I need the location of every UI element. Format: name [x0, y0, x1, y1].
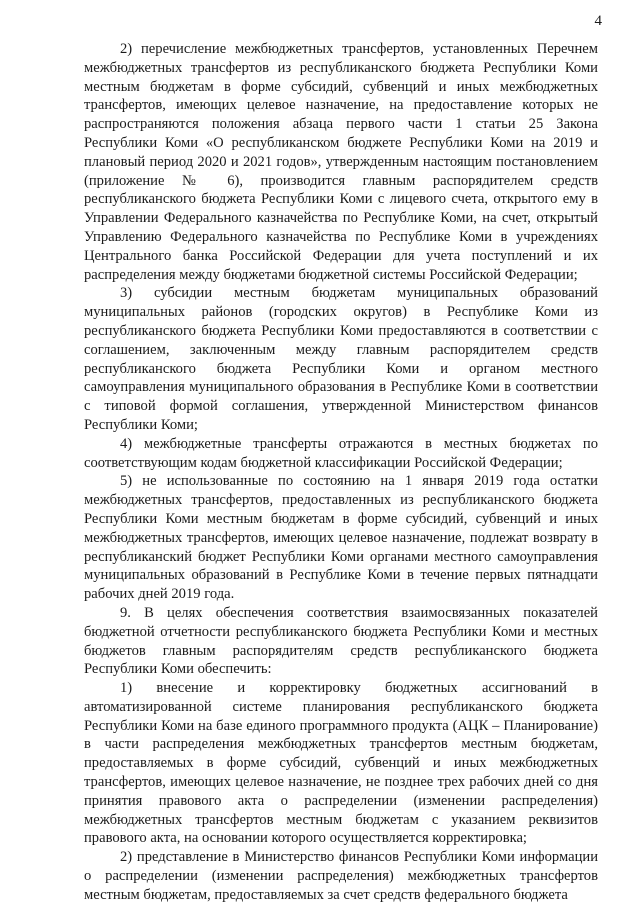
page-number: 4 — [594, 13, 602, 29]
paragraph-section-9-item-2: 2) представление в Министерство финансов Республики Коми информации о распределении (изменении распределения) межбюджетных трансфертов местным бюджетам, предоставляемых за счет средств федерального бюджета — [84, 849, 598, 903]
paragraph-item-3-subsidies: 3) субсидии местным бюджетам муниципальных образований муниципальных районов (городских округов) в Республике Коми из республиканского бюджета Республики Коми предоставляются в соответствии с соглашением, заключенным между главным распорядителем средств республиканского бюджета Республики Коми и органом местного самоуправления муниципального образования в Республике Коми в соответствии с типовой формой соглашения, утвержденной Министерством финансов Республики Коми; — [84, 285, 598, 433]
paragraph-item-4-classification: 4) межбюджетные трансферты отражаются в местных бюджетах по соответствующим кодам бюджетной классификации Российской Федерации; — [84, 435, 598, 471]
paragraph-section-9-item-1: 1) внесение и корректировку бюджетных ассигнований в автоматизированной системе планирования республиканского бюджета Республики Коми на базе единого программного продукта (АЦК – Планирование) в части распределения межбюджетных трансфертов местным бюджетам, предоставляемых в форме субсидий, субвенций и иных межбюджетных трансфертов, имеющих целевое назначение, не позднее трех рабочих дней со дня принятия правового акта о распределении (изменении распределения) межбюджетных трансфертов местным бюджетам с указанием реквизитов правового акта, на основании которого осуществляется корректировка; — [84, 680, 598, 847]
paragraph-section-9: 9. В целях обеспечения соответствия взаимосвязанных показателей бюджетной отчетности республиканского бюджета Республики Коми и местных бюджетов главным распорядителям средств республиканского бюджета Республики Коми обеспечить: — [84, 604, 598, 678]
document-body — [84, 40, 598, 905]
paragraph-item-5-balances: 5) не использованные по состоянию на 1 января 2019 года остатки межбюджетных трансфертов, предоставленных из республиканского бюджета Республики Коми местным бюджетам в форме субсидий, субвенций и иных межбюджетных трансфертов, имеющих целевое назначение, подлежат возврату в республиканский бюджет Республики Коми органами местного самоуправления муниципальных образований в Республике Коми в течение первых пятнадцати рабочих дней 2019 года. — [84, 473, 598, 603]
paragraph-item-2-transfers: 2) перечисление межбюджетных трансфертов, установленных Перечнем межбюджетных трансфертов из республиканского бюджета Республики Коми местным бюджетам в форме субсидий, субвенций и иных межбюджетных трансфертов, имеющих целевое назначение, на предоставление которых не распространяются положения абзаца первого части 1 статьи 25 Закона Республики Коми «О республиканском бюджете Республики Коми на 2019 и плановый период 2020 и 2021 годов», утвержденным настоящим постановлением (приложение № 6), производится главным распорядителем средств республиканского бюджета Республики Коми с лицевого счета, открытого ему в Управлении Федерального казначейства по Республике Коми, на счет, открытый Управлению Федерального казначейства по Республике Коми в учреждениях Центрального банка Российской Федерации для учета поступлений и их распределения между бюджетами бюджетной системы Российской Федерации; — [84, 41, 598, 283]
